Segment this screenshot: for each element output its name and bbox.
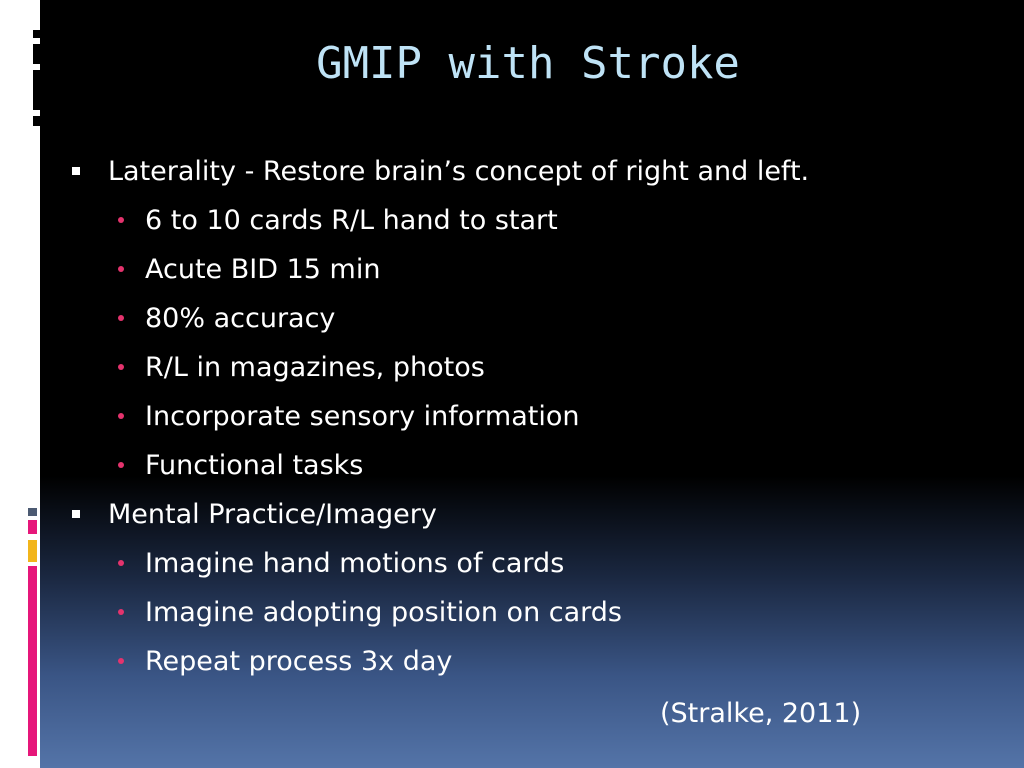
sub-bullet-text: Imagine hand motions of cards [145,548,565,579]
dot-bullet-icon [118,413,124,419]
bullet-item [72,495,992,544]
bullet-text: Mental Practice/Imagery [108,499,437,530]
accent-gold [28,540,37,562]
sub-bullet-item [72,299,992,348]
accent-slate [28,508,37,516]
accent-pink [28,520,37,534]
dot-bullet-icon [118,364,124,370]
sub-bullet-text: 80% accuracy [145,303,336,334]
slide-title: GMIP with Stroke [316,38,740,89]
sub-bullet-text: Incorporate sensory information [145,401,580,432]
deco-tab [33,30,41,38]
sub-bullet-item [72,446,992,495]
dot-bullet-icon [118,266,124,272]
accent-pink-long [28,566,37,756]
square-bullet-icon [72,510,80,518]
sub-bullet-item [72,201,992,250]
sub-bullet-text: Functional tasks [145,450,364,481]
square-bullet-icon [72,167,80,175]
dot-bullet-icon [118,217,124,223]
citation: (Stralke, 2011) [660,698,862,729]
sub-bullet-item [72,397,992,446]
dot-bullet-icon [118,658,124,664]
sub-bullet-item [72,250,992,299]
bullet-item [72,152,992,201]
sub-bullet-text: 6 to 10 cards R/L hand to start [145,205,558,236]
dot-bullet-icon [118,315,124,321]
dot-bullet-icon [118,560,124,566]
sub-bullet-item [72,642,992,691]
sub-bullet-item [72,544,992,593]
dot-bullet-icon [118,609,124,615]
bullet-text: Laterality - Restore brain’s concept of right and left. [108,156,810,187]
sub-bullet-text: Imagine adopting position on cards [145,597,622,628]
sub-bullet-item [72,593,992,642]
bullet-list [72,152,992,691]
sub-bullet-text: R/L in magazines, photos [145,352,485,383]
deco-tab [33,116,41,126]
dot-bullet-icon [118,462,124,468]
sub-bullet-item [72,348,992,397]
sub-bullet-text: Repeat process 3x day [145,646,453,677]
decorative-tab-strip [0,0,40,768]
sub-bullet-text: Acute BID 15 min [145,254,381,285]
